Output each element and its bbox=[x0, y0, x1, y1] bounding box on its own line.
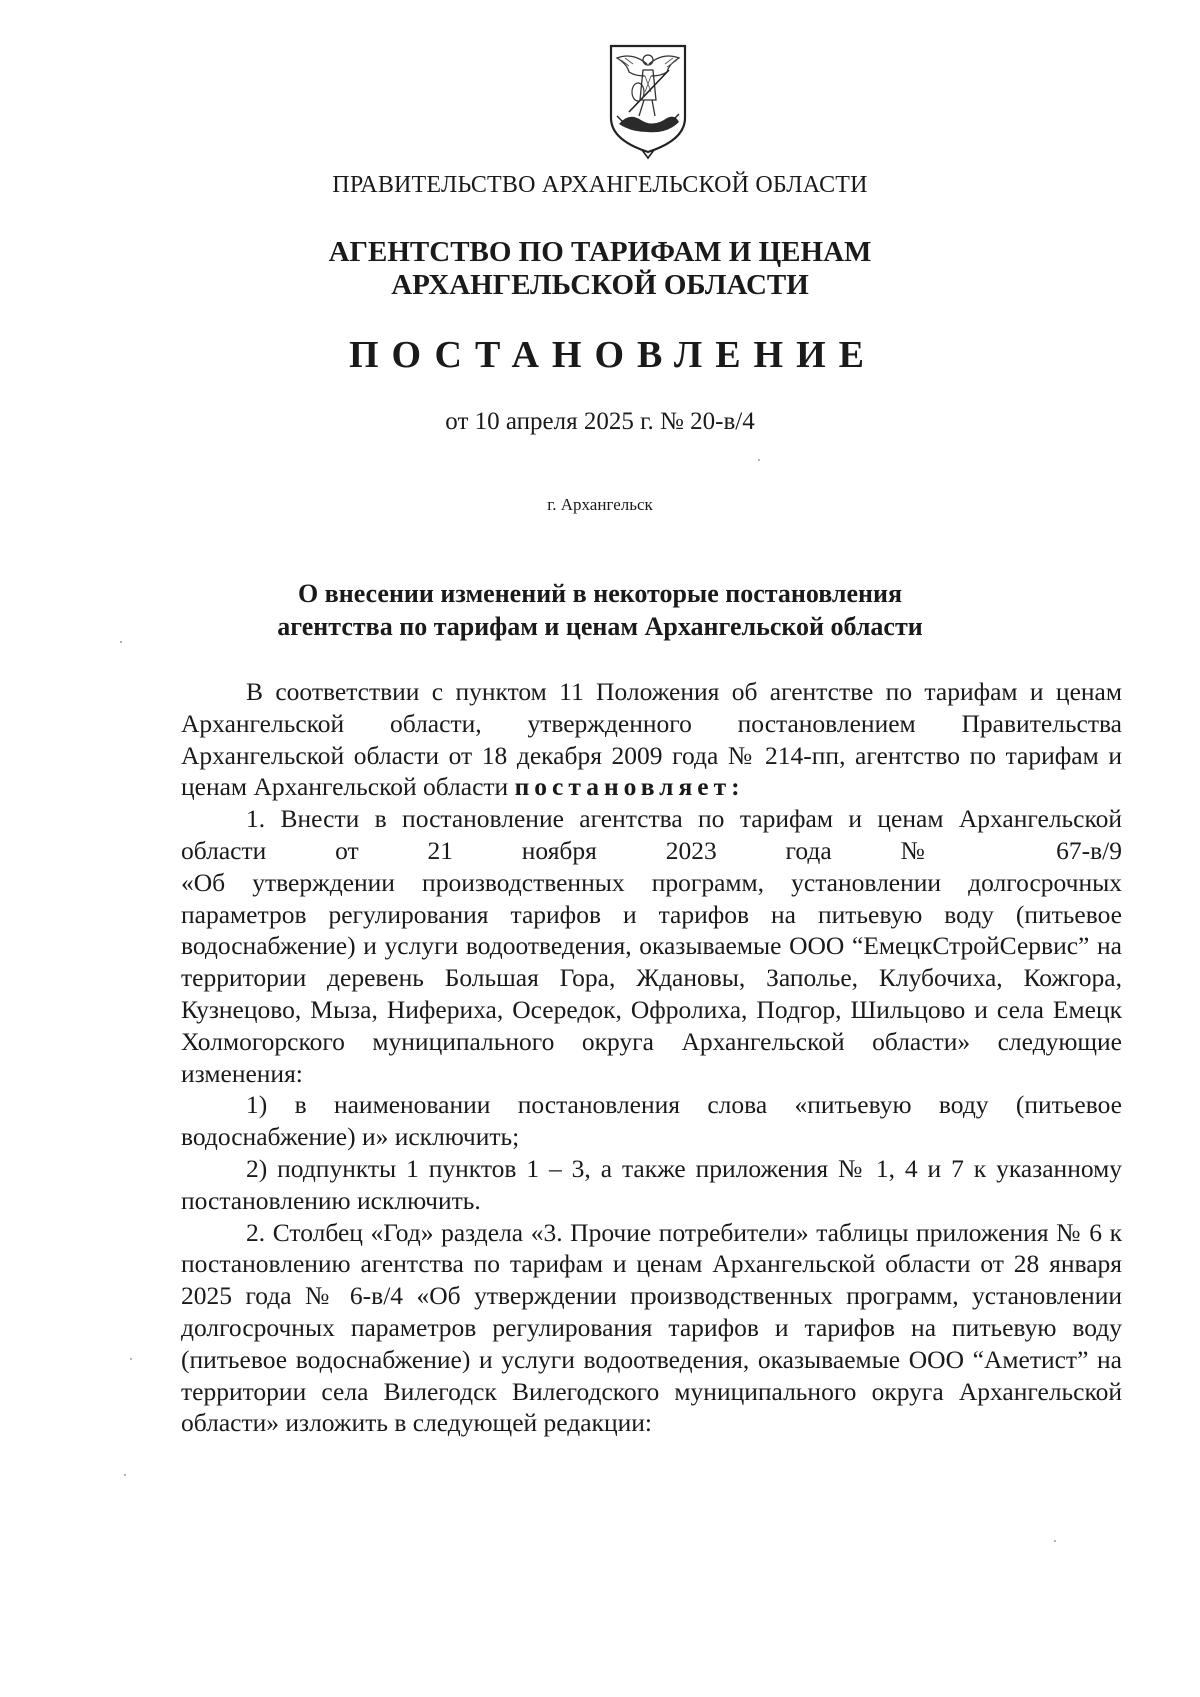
subject-line2: агентства по тарифам и ценам Архангельской области bbox=[277, 612, 923, 641]
preamble-text: В соответствии с пунктом 11 Положения об агентстве по тарифам и ценам Архангельской области, утвержденного постановлением Правительства Архангельской области от 18 декабря 2009 года № 214-пп, агентство по тарифам и ценам Архангельской области bbox=[181, 677, 1122, 802]
agency-name-line1: АГЕНТСТВО ПО ТАРИФАМ И ЦЕНАМ bbox=[328, 236, 872, 268]
subitem-2-paragraph: 2) подпункты 1 пунктов 1 – 3, а также приложения № 1, 4 и 7 к указанному постановлению исключить. bbox=[181, 1153, 1122, 1215]
item-1-paragraph-start: 1. Внести в постановление агентства по тарифам и ценам Архангельской области от 21 ноября 2023 года № 67-в/9 bbox=[181, 804, 1122, 865]
document-body bbox=[181, 676, 1122, 1439]
government-header: ПРАВИТЕЛЬСТВО АРХАНГЕЛЬСКОЙ ОБЛАСТИ bbox=[332, 172, 868, 198]
item-2-paragraph: 2. Столбец «Год» раздела «3. Прочие потребители» таблицы приложения № 6 к постановлению агентства по тарифам и ценам Архангельской области от 28 января 2025 года № 6-в/4 «Об утверждении производственных программ, установлении долгосрочных параметров регулирования тарифов и тарифов на питьевую воду (питьевое водоснабжение) и услуги водоотведения, оказываемые ООО “Аметист” на территории села Вилегодск Вилегодского муниципального округа Архангельской области» изложить в следующей редакции: bbox=[181, 1217, 1122, 1438]
resolves-word: постановляет: bbox=[514, 772, 745, 802]
coat-of-arms-icon bbox=[607, 42, 689, 160]
scan-speck bbox=[758, 459, 760, 461]
document-date-number: от 10 апреля 2025 г. № 20-в/4 bbox=[445, 408, 755, 435]
scan-speck bbox=[120, 641, 122, 643]
agency-name-line2: АРХАНГЕЛЬСКОЙ ОБЛАСТИ bbox=[391, 269, 809, 301]
scan-speck bbox=[1054, 1540, 1056, 1542]
scan-speck bbox=[124, 1474, 126, 1476]
item-1-paragraph-rest: «Об утверждении производственных программ, установлении долгосрочных параметров регулирования тарифов и тарифов на питьевую воду (питьевое водоснабжение) и услуги водоотведения, оказываемые ООО “ЕмецкСтройСервис” на территории деревень Большая Гора, Ждановы, Заполье, Клубочиха, Кожгора, Кузнецово, Мыза, Нифериха, Осередок, Офролиха, Подгор, Шильцово и села Емецк Холмогорского муниципального округа Архангельской области» следующие изменения: bbox=[181, 867, 1122, 1088]
agency-name bbox=[0, 236, 1200, 302]
scan-speck bbox=[130, 1358, 132, 1360]
document-city: г. Архангельск bbox=[547, 495, 653, 514]
subject-line1: О внесении изменений в некоторые постановления bbox=[297, 579, 903, 608]
preamble-paragraph bbox=[181, 676, 1122, 803]
document-subject bbox=[0, 577, 1200, 643]
subitem-1-paragraph: 1) в наименовании постановления слова «питьевую воду (питьевое водоснабжение) и» исключить; bbox=[181, 1090, 1122, 1152]
document-type-title: ПОСТАНОВЛЕНИЕ bbox=[348, 334, 878, 376]
